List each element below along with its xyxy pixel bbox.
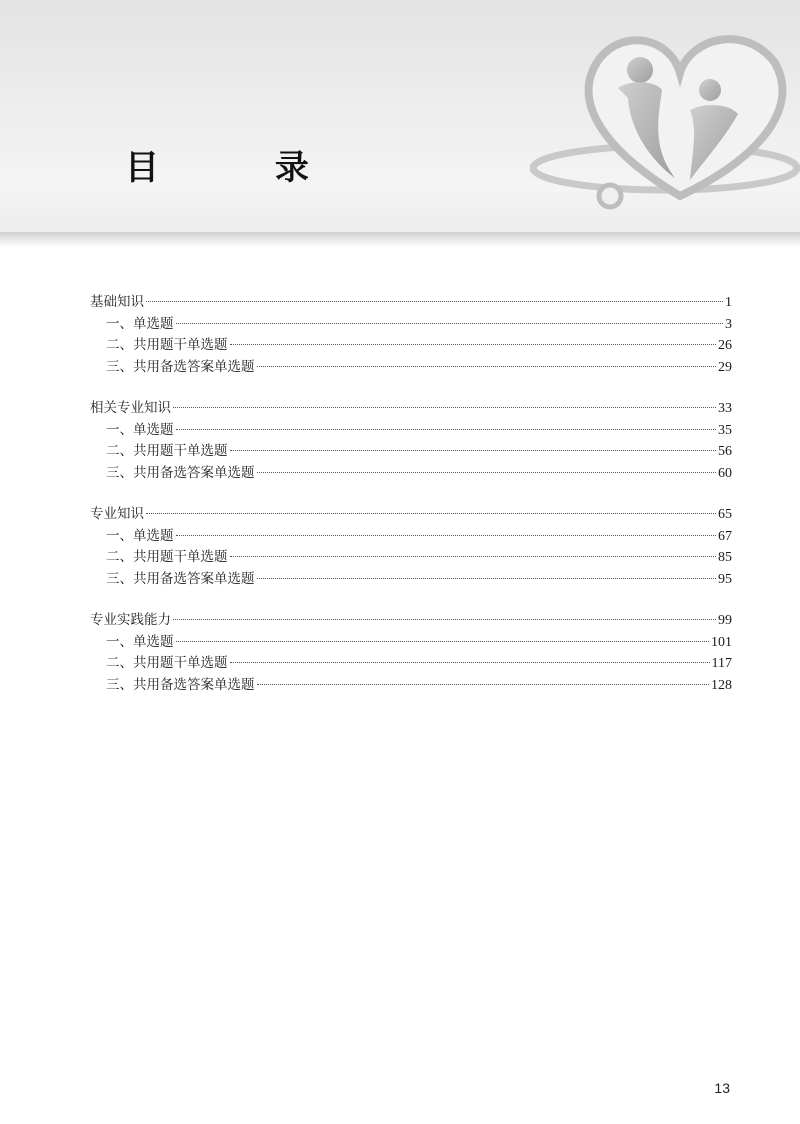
toc-section-entry-page: 65 (718, 507, 732, 522)
dot-leader (230, 555, 717, 557)
heart-stethoscope-logo-icon (530, 18, 800, 218)
dot-leader (230, 661, 710, 663)
toc-item-page: 85 (718, 550, 732, 565)
toc-section-entry[interactable] (90, 504, 732, 526)
toc-item-label: 二、共用题干单选题 (106, 655, 228, 671)
toc-item[interactable] (90, 653, 732, 675)
toc-item[interactable] (90, 314, 732, 336)
header-divider (0, 232, 800, 246)
toc-item-page: 128 (711, 677, 732, 693)
dot-leader (176, 428, 717, 430)
toc-section (90, 292, 732, 378)
toc-section-entry-label: 专业知识 (90, 506, 144, 522)
toc-item-page: 101 (711, 634, 732, 650)
toc-item-label: 一、单选题 (106, 421, 174, 438)
header-banner (0, 0, 800, 235)
toc-section-entry[interactable] (90, 292, 732, 314)
toc-item[interactable] (90, 547, 732, 569)
toc-item-label: 一、单选题 (106, 527, 174, 544)
dot-leader (257, 683, 710, 685)
dot-leader (176, 640, 710, 642)
toc-item-label: 三、共用备选答案单选题 (106, 358, 255, 375)
toc-item-label: 三、共用备选答案单选题 (106, 570, 255, 587)
toc-item-page: 3 (725, 316, 732, 332)
dot-leader (146, 512, 716, 514)
toc-item[interactable] (90, 441, 732, 463)
toc-item-page: 95 (718, 571, 732, 587)
toc-item[interactable] (90, 357, 732, 379)
toc-item-label: 二、共用题干单选题 (106, 443, 228, 459)
dot-leader (230, 449, 717, 451)
toc-section (90, 610, 732, 696)
toc-section-entry-page: 99 (718, 613, 732, 628)
dot-leader (146, 300, 723, 302)
dot-leader (176, 534, 717, 536)
toc-section-entry-label: 基础知识 (90, 294, 144, 310)
dot-leader (257, 471, 717, 473)
toc-item[interactable] (90, 632, 732, 654)
toc-section-entry[interactable] (90, 398, 732, 420)
toc-item-page: 35 (718, 422, 732, 438)
toc-item-page: 56 (718, 444, 732, 459)
toc-section-entry-page: 33 (718, 401, 732, 416)
dot-leader (176, 322, 724, 324)
table-of-contents (90, 292, 732, 716)
dot-leader (257, 577, 717, 579)
toc-item[interactable] (90, 335, 732, 357)
toc-section-entry-label: 专业实践能力 (90, 612, 171, 628)
toc-section-entry[interactable] (90, 610, 732, 632)
dot-leader (257, 365, 717, 367)
toc-item[interactable] (90, 463, 732, 485)
page-title: 目 录 (125, 148, 361, 188)
toc-item-label: 三、共用备选答案单选题 (106, 464, 255, 481)
dot-leader (230, 343, 717, 345)
toc-item[interactable] (90, 420, 732, 442)
toc-item[interactable] (90, 675, 732, 697)
toc-item-label: 一、单选题 (106, 315, 174, 332)
toc-item-label: 二、共用题干单选题 (106, 549, 228, 565)
toc-item-page: 67 (718, 528, 732, 544)
toc-item-page: 60 (718, 465, 732, 481)
toc-item-page: 29 (718, 359, 732, 375)
toc-section (90, 398, 732, 484)
toc-item-label: 三、共用备选答案单选题 (106, 676, 255, 693)
toc-item[interactable] (90, 526, 732, 548)
toc-item-label: 二、共用题干单选题 (106, 337, 228, 353)
page-number: 13 (714, 1080, 730, 1096)
toc-item-page: 117 (711, 656, 732, 671)
toc-section-entry-page: 1 (725, 295, 732, 310)
toc-item-label: 一、单选题 (106, 633, 174, 650)
toc-item[interactable] (90, 569, 732, 591)
dot-leader (173, 618, 716, 620)
toc-section-entry-label: 相关专业知识 (90, 400, 171, 416)
toc-section (90, 504, 732, 590)
toc-item-page: 26 (718, 338, 732, 353)
dot-leader (173, 406, 716, 408)
